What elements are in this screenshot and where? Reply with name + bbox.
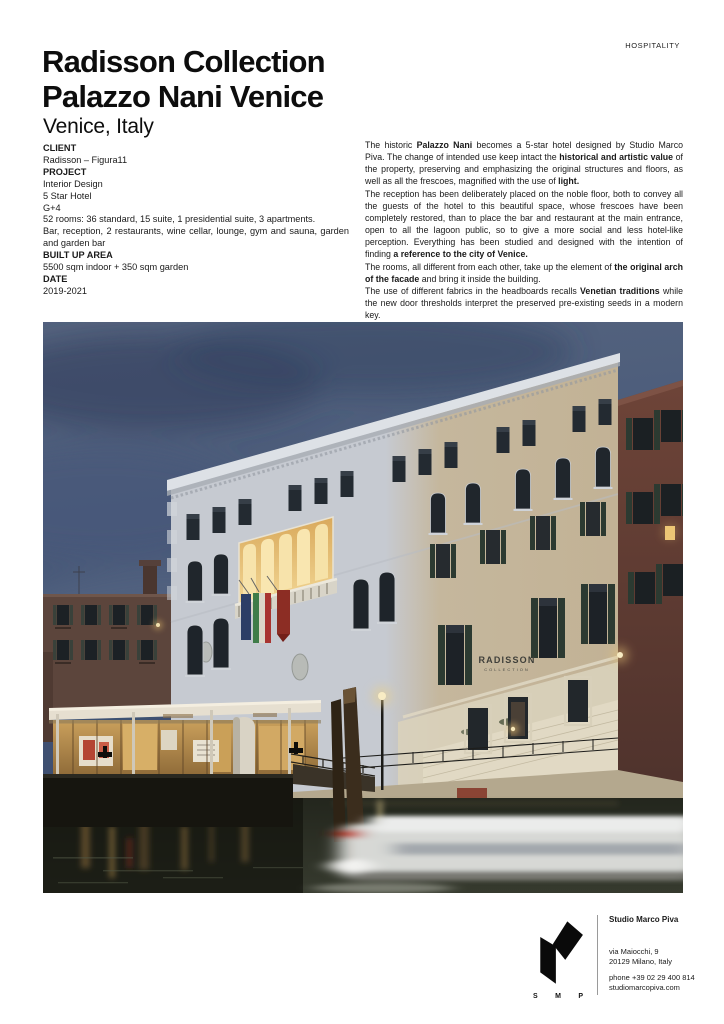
description-paragraph: The use of different fabrics in the headboards recalls Venetian traditions while the new door thresholds interpret the preserved pre-existing seeds in a modern key. bbox=[365, 285, 683, 321]
client-label: CLIENT bbox=[43, 143, 77, 153]
description-column bbox=[365, 139, 683, 321]
date-value: 2019-2021 bbox=[43, 285, 87, 296]
studio-footer bbox=[533, 915, 719, 1000]
title-line-1: Radisson Collection bbox=[42, 44, 325, 79]
smp-logo-letters bbox=[533, 993, 583, 1000]
facade-crest bbox=[292, 654, 308, 680]
logo-letter: M bbox=[555, 993, 561, 1000]
category-label: HOSPITALITY bbox=[625, 41, 680, 50]
footer-contact-block bbox=[609, 915, 719, 994]
project-line: Bar, reception, 2 restaurants, wine cellar, lounge, gym and sauna, garden and garden bar bbox=[43, 226, 349, 249]
project-line: 52 rooms: 36 standard, 15 suite, 1 presidential suite, 3 apartments. bbox=[43, 214, 316, 225]
date-label: DATE bbox=[43, 273, 68, 284]
client-value: Radisson – Figura11 bbox=[43, 154, 128, 165]
project-line: 5 Star Hotel bbox=[43, 190, 92, 201]
description-paragraph: The rooms, all different from each other, take up the element of the original arch of the facade and bring it inside the building. bbox=[365, 261, 683, 284]
project-details-column bbox=[43, 143, 349, 298]
area-label: BUILT UP AREA bbox=[43, 250, 113, 261]
project-line: Interior Design bbox=[43, 178, 103, 189]
area-value: 5500 sqm indoor + 350 sqm garden bbox=[43, 262, 189, 273]
address-line-2: 20129 Milano, Italy bbox=[609, 957, 672, 966]
logo-letter: P bbox=[578, 993, 583, 1000]
description-paragraph: The reception has been deliberately placed on the noble floor, both to convey all the guests of the hotel to this beautiful space, whose frescoes have been completely restored, than to place the bar and restaurant at the main entrance, open to all the lagoon public, so to give a more social and less hotel-like perception. Everything has been studied and designed with the intention of finding a reference to the city of Venice. bbox=[365, 188, 683, 260]
studio-name: Studio Marco Piva bbox=[609, 915, 679, 924]
radisson-sign-line1: RADISSON bbox=[478, 655, 536, 665]
red-building bbox=[618, 380, 683, 802]
project-line: G+4 bbox=[43, 202, 61, 213]
studio-website[interactable]: studiomarcopiva.com bbox=[609, 983, 680, 992]
logo-letter: S bbox=[533, 993, 538, 1000]
description-paragraph: The historic Palazzo Nani becomes a 5-star hotel designed by Studio Marco Piva. The change of intended use keep intact the historical and artistic value of the property, preserving and emphasizing the original structures and floors, as well as all the frescoes, magnified with the use of light. bbox=[365, 140, 683, 187]
studio-phone: phone +39 02 29 400 814 bbox=[609, 972, 695, 982]
address-line-1: via Maiocchi, 9 bbox=[609, 946, 659, 956]
smp-logo-block bbox=[533, 915, 585, 1000]
smp-logo-icon bbox=[533, 915, 585, 987]
project-label: PROJECT bbox=[43, 166, 87, 177]
pontoon-base bbox=[43, 774, 293, 827]
location-subtitle: Venice, Italy bbox=[43, 115, 154, 138]
palazzo-dusk-photo bbox=[43, 322, 683, 893]
title-line-2: Palazzo Nani Venice bbox=[42, 79, 324, 114]
radisson-sign-line2: COLLECTION bbox=[484, 667, 530, 672]
studio-address bbox=[609, 947, 719, 968]
page-title bbox=[42, 44, 325, 114]
radisson-sign bbox=[478, 655, 535, 672]
footer-divider bbox=[597, 915, 598, 995]
